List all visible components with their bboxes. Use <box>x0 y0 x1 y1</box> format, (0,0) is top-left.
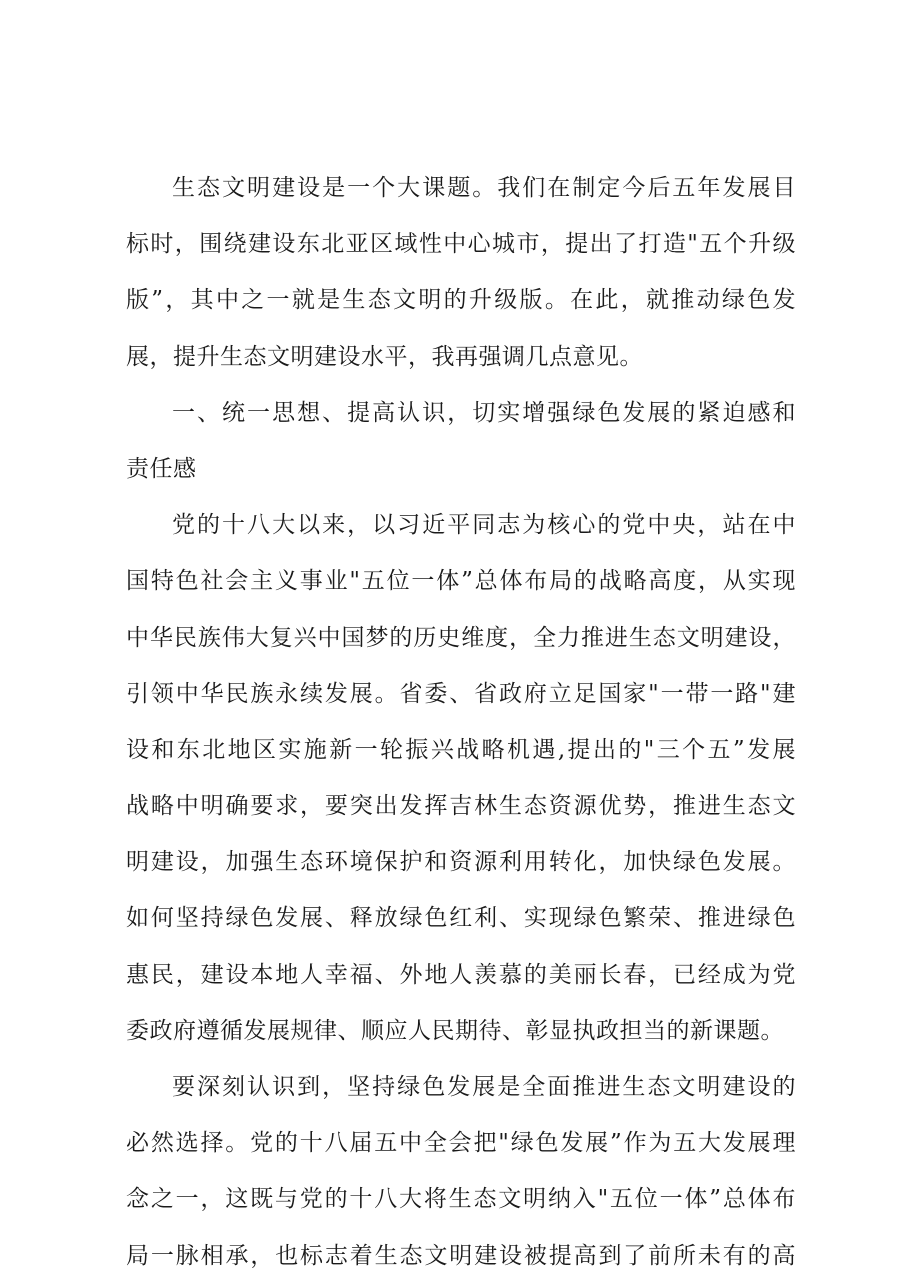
text-line: 标时，围绕建设东北亚区域性中心城市，提出了打造"五个升级 <box>126 231 796 258</box>
text-line: 战略中明确要求，要突出发挥吉林生态资源优势，推进生态文 <box>126 793 796 820</box>
text-line: 设和东北地区实施新一轮振兴战略机遇,提出的"三个五”发展 <box>126 736 796 763</box>
text-line: 要深刻认识到，坚持绿色发展是全面推进生态文明建设的 <box>172 1074 796 1100</box>
text-line: 必然选择。党的十八届五中全会把"绿色发展”作为五大发展理 <box>126 1130 796 1157</box>
text-line: 如何坚持绿色发展、释放绿色红利、实现绿色繁荣、推进绿色 <box>126 905 796 932</box>
text-line: 展，提升生态文明建设水平，我再强调几点意见。 <box>126 343 643 370</box>
text-line: 责任感 <box>126 455 197 482</box>
text-line: 版”，其中之一就是生态文明的升级版。在此，就推动绿色发 <box>126 287 796 314</box>
text-line: 引领中华民族永续发展。省委、省政府立足国家"一带一路"建 <box>126 680 796 707</box>
text-line: 惠民，建设本地人幸福、外地人羡慕的美丽长春，已经成为党 <box>126 961 796 988</box>
text-line: 生态文明建设是一个大课题。我们在制定今后五年发展目 <box>172 175 796 201</box>
text-line: 局一脉相承，也标志着生态文明建设被提高到了前所未有的高 <box>126 1242 796 1269</box>
document-body <box>126 160 796 1284</box>
text-line: 国特色社会主义事业"五位一体”总体布局的战略高度，从实现 <box>126 568 796 595</box>
text-line: 念之一，这既与党的十八大将生态文明纳入"五位一体”总体布 <box>126 1186 796 1213</box>
text-line: 党的十八大以来，以习近平同志为核心的党中央，站在中 <box>172 512 796 539</box>
text-line: 委政府遵循发展规律、顺应人民期待、彰显执政担当的新课题。 <box>126 1017 784 1044</box>
text-line: 一、统一思想、提高认识，切实增强绿色发展的紧迫感和 <box>172 399 796 426</box>
text-line: 中华民族伟大复兴中国梦的历史维度，全力推进生态文明建设， <box>126 624 796 651</box>
text-line: 明建设，加强生态环境保护和资源利用转化，加快绿色发展。 <box>126 849 796 876</box>
